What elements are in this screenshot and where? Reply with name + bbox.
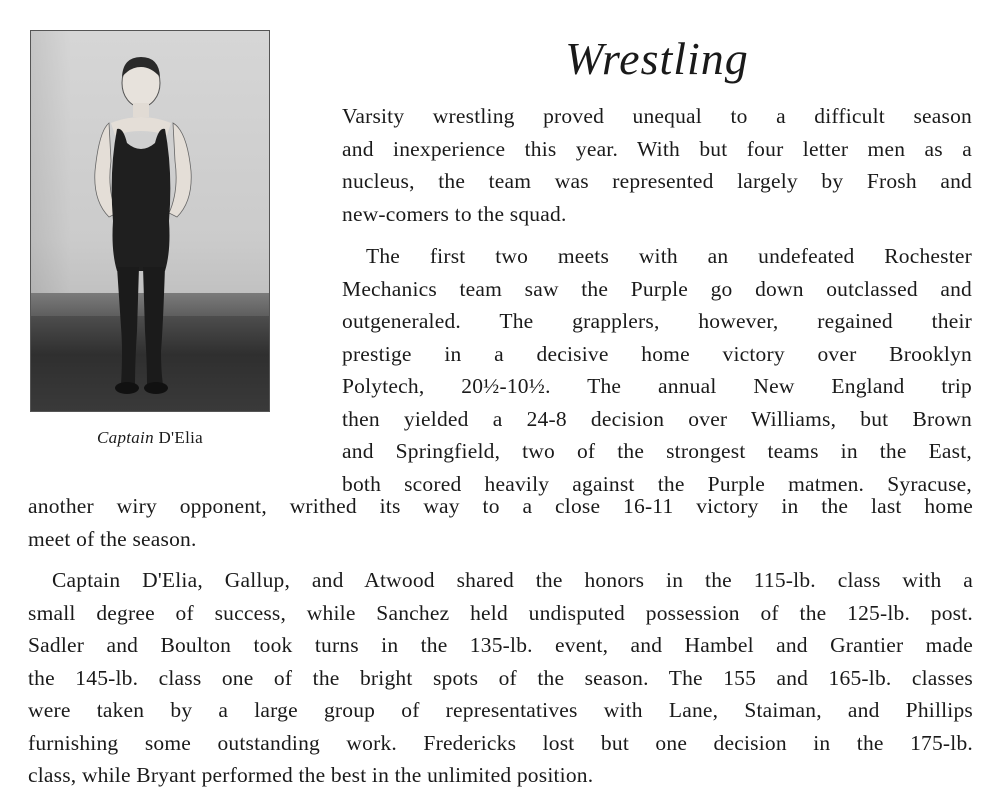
paragraph-2-line: meet of the season. — [28, 526, 197, 551]
caption-title: Captain — [97, 428, 154, 447]
paragraph-2-line: another wiry opponent, writhed its way to a close 16-11 victory in the last home — [28, 494, 973, 518]
paragraph-2-line: The first two meets with an undefeated Rochester — [366, 244, 972, 268]
paragraph-3-line: were taken by a large group of representatives with Lane, Staiman, and Phillips — [28, 698, 973, 722]
paragraph-3-line: the 145-lb. class one of the bright spots of the season. The 155 and 165-lb. classes — [28, 665, 973, 690]
wrestler-figure — [31, 31, 270, 412]
captain-photo — [30, 30, 270, 412]
paragraph-2-line: prestige in a decisive home victory over Brooklyn — [342, 341, 972, 366]
paragraph-1-line: and inexperience this year. With but four letter men as a — [342, 136, 972, 161]
paragraph-2-line: outgeneraled. The grapplers, however, regained their — [342, 309, 972, 333]
paragraph-2-continued — [28, 490, 973, 555]
paragraph-2 — [342, 240, 972, 500]
paragraph-3-line: furnishing some outstanding work. Fredericks lost but one decision in the 175-lb. — [28, 730, 973, 755]
paragraph-3-line: small degree of success, while Sanchez held undisputed possession of the 125-lb. post. — [28, 600, 973, 625]
paragraph-1-line: nucleus, the team was represented largely by Frosh and — [342, 169, 972, 193]
paragraph-2-line: and Springfield, two of the strongest teams in the East, — [342, 439, 972, 463]
paragraph-1-line: Varsity wrestling proved unequal to a difficult season — [342, 104, 972, 128]
paragraph-2-line: Mechanics team saw the Purple go down outclassed and — [342, 276, 972, 301]
paragraph-2-line: both scored heavily against the Purple matmen. Syracuse, — [342, 471, 972, 496]
paragraph-3-line: class, while Bryant performed the best in the unlimited position. — [28, 763, 594, 787]
photo-caption — [30, 428, 270, 448]
paragraph-1 — [342, 100, 972, 230]
caption-name: D'Elia — [158, 428, 203, 447]
paragraph-3-line: Sadler and Boulton took turns in the 135-lb. event, and Hambel and Grantier made — [28, 633, 973, 657]
paragraph-1-line: new-comers to the squad. — [342, 201, 567, 226]
paragraph-3 — [28, 564, 973, 792]
paragraph-2-line: Polytech, 20½-10½. The annual New England trip — [342, 374, 972, 398]
paragraph-3-line: Captain D'Elia, Gallup, and Atwood shared the honors in the 115-lb. class with a — [52, 568, 973, 592]
paragraph-2-line: then yielded a 24-8 decision over Williams, but Brown — [342, 406, 972, 431]
page-title: Wrestling — [565, 33, 749, 84]
